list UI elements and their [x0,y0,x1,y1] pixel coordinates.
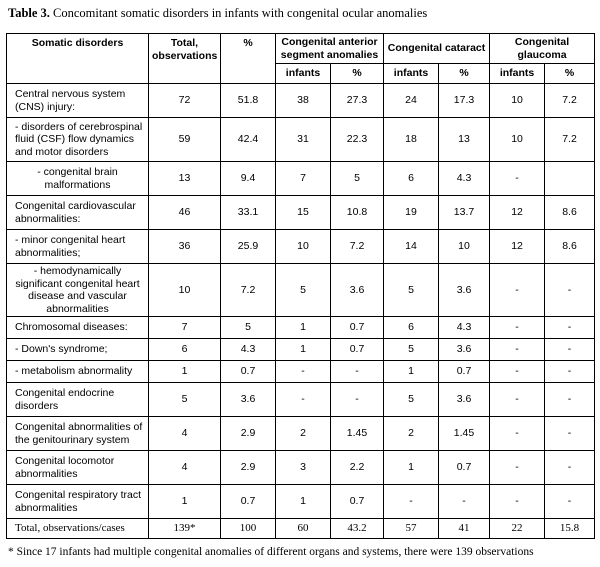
cell-cat-p: - [439,485,490,519]
subheader-infants: infants [384,64,439,84]
cell-total: 72 [149,84,221,118]
cell-ant-n: 1 [276,339,331,361]
cell-cat-n: 6 [384,317,439,339]
total-cell-gla-n: 22 [490,519,545,539]
cell-gla-p: 7.2 [545,118,595,162]
cell-cat-p: 3.6 [439,383,490,417]
cell-pct: 2.9 [221,417,276,451]
cell-pct: 3.6 [221,383,276,417]
cell-ant-p: 7.2 [331,230,384,264]
total-cell-total: 139* [149,519,221,539]
cell-cat-p: 10 [439,230,490,264]
subheader-percent: % [545,64,595,84]
cell-ant-p: 0.7 [331,485,384,519]
cell-cat-n: 18 [384,118,439,162]
row-label: Congenital abnormalities of the genitourinary system [7,417,149,451]
total-row-label: Total, observations/cases [7,519,149,539]
cell-total: 7 [149,317,221,339]
cell-ant-p: 0.7 [331,317,384,339]
row-label: - disorders of cerebrospinal fluid (CSF) flow dynamics and motor disorders [7,118,149,162]
cell-total: 6 [149,339,221,361]
cell-pct: 33.1 [221,196,276,230]
cell-pct: 25.9 [221,230,276,264]
row-label: Congenital respiratory tract abnormalities [7,485,149,519]
table-row [7,162,595,196]
table-body [7,84,595,539]
cell-gla-p: - [545,264,595,317]
cell-gla-n: - [490,339,545,361]
cell-cat-p: 0.7 [439,361,490,383]
cell-cat-n: 24 [384,84,439,118]
cell-ant-n: 7 [276,162,331,196]
cell-gla-p [545,162,595,196]
cell-ant-n: 15 [276,196,331,230]
row-label: - Down's syndrome; [7,339,149,361]
table-row [7,339,595,361]
header-glaucoma: Congenital glaucoma [490,34,595,64]
cell-gla-p: - [545,417,595,451]
cell-pct: 7.2 [221,264,276,317]
cell-total: 5 [149,383,221,417]
cell-ant-n: 3 [276,451,331,485]
cell-gla-n: - [490,451,545,485]
cell-cat-n: - [384,485,439,519]
cell-ant-p: 22.3 [331,118,384,162]
cell-gla-n: - [490,317,545,339]
row-label: Central nervous system (CNS) injury: [7,84,149,118]
cell-cat-n: 6 [384,162,439,196]
row-label: Chromosomal diseases: [7,317,149,339]
cell-gla-n: - [490,417,545,451]
somatic-disorders-table [6,33,595,539]
cell-cat-n: 14 [384,230,439,264]
cell-gla-p: - [545,361,595,383]
cell-cat-n: 5 [384,264,439,317]
cell-ant-p: 27.3 [331,84,384,118]
row-label: Congenital cardiovascular abnormalities: [7,196,149,230]
cell-ant-n: 31 [276,118,331,162]
cell-cat-p: 4.3 [439,317,490,339]
header-somatic-disorders: Somatic disorders [7,34,149,84]
subheader-percent: % [439,64,490,84]
total-cell-cat-p: 41 [439,519,490,539]
cell-ant-n: - [276,361,331,383]
cell-gla-p: - [545,339,595,361]
cell-cat-n: 1 [384,361,439,383]
row-label: - congenital brain malformations [7,162,149,196]
cell-ant-p: - [331,361,384,383]
cell-cat-n: 2 [384,417,439,451]
cell-gla-n: 12 [490,230,545,264]
table-caption-label: Table 3. [8,6,50,20]
table-row [7,230,595,264]
cell-pct: 42.4 [221,118,276,162]
cell-total: 46 [149,196,221,230]
cell-pct: 2.9 [221,451,276,485]
cell-pct: 4.3 [221,339,276,361]
cell-ant-n: 1 [276,317,331,339]
cell-gla-n: 10 [490,84,545,118]
cell-ant-p: 2.2 [331,451,384,485]
cell-total: 1 [149,361,221,383]
cell-gla-p: 8.6 [545,230,595,264]
table-row [7,317,595,339]
cell-gla-n: - [490,162,545,196]
row-label: Congenital endocrine disorders [7,383,149,417]
cell-cat-p: 17.3 [439,84,490,118]
cell-gla-n: - [490,264,545,317]
table-row [7,84,595,118]
cell-gla-p: - [545,451,595,485]
cell-ant-p: 10.8 [331,196,384,230]
cell-ant-p: 1.45 [331,417,384,451]
cell-pct: 51.8 [221,84,276,118]
cell-pct: 9.4 [221,162,276,196]
cell-total: 13 [149,162,221,196]
cell-gla-n: - [490,383,545,417]
cell-pct: 0.7 [221,485,276,519]
cell-ant-n: - [276,383,331,417]
table-row [7,196,595,230]
cell-pct: 5 [221,317,276,339]
cell-ant-n: 5 [276,264,331,317]
table-row [7,118,595,162]
cell-cat-p: 3.6 [439,339,490,361]
cell-ant-n: 1 [276,485,331,519]
cell-ant-p: - [331,383,384,417]
row-label: Congenital locomotor abnormalities [7,451,149,485]
cell-gla-n: - [490,485,545,519]
cell-total: 59 [149,118,221,162]
header-percent: % [221,34,276,84]
cell-cat-n: 1 [384,451,439,485]
cell-cat-n: 5 [384,383,439,417]
table-caption [8,6,427,21]
cell-gla-p: 7.2 [545,84,595,118]
table-row [7,361,595,383]
cell-gla-n: - [490,361,545,383]
cell-ant-p: 5 [331,162,384,196]
cell-cat-p: 0.7 [439,451,490,485]
cell-gla-n: 10 [490,118,545,162]
cell-cat-p: 4.3 [439,162,490,196]
cell-total: 1 [149,485,221,519]
row-label: - minor congenital heart abnormalities; [7,230,149,264]
cell-pct: 0.7 [221,361,276,383]
cell-total: 10 [149,264,221,317]
total-cell-pct: 100 [221,519,276,539]
cell-ant-p: 0.7 [331,339,384,361]
cell-gla-p: 8.6 [545,196,595,230]
cell-gla-n: 12 [490,196,545,230]
cell-ant-n: 38 [276,84,331,118]
footnote: * Since 17 infants had multiple congenital anomalies of different organs and systems, there were 139 observations [8,546,534,558]
table-row [7,451,595,485]
subheader-percent: % [331,64,384,84]
cell-ant-n: 10 [276,230,331,264]
cell-cat-n: 5 [384,339,439,361]
row-label: - metabolism abnormality [7,361,149,383]
cell-cat-p: 13 [439,118,490,162]
cell-ant-p: 3.6 [331,264,384,317]
header-cataract: Congenital cataract [384,34,490,64]
cell-cat-n: 19 [384,196,439,230]
table-row [7,264,595,317]
cell-gla-p: - [545,485,595,519]
table-row [7,417,595,451]
header-anterior-segment: Congenital anterior segment anomalies [276,34,384,64]
total-cell-cat-n: 57 [384,519,439,539]
cell-gla-p: - [545,383,595,417]
cell-gla-p: - [545,317,595,339]
total-cell-ant-p: 43.2 [331,519,384,539]
subheader-infants: infants [276,64,331,84]
cell-cat-p: 13.7 [439,196,490,230]
total-cell-gla-p: 15.8 [545,519,595,539]
header-total-observations: Total, observations [149,34,221,84]
total-cell-ant-n: 60 [276,519,331,539]
total-row [7,519,595,539]
table-caption-text: Concomitant somatic disorders in infants with congenital ocular anomalies [53,6,428,20]
subheader-infants: infants [490,64,545,84]
table-row [7,485,595,519]
table-row [7,383,595,417]
cell-total: 4 [149,417,221,451]
cell-ant-n: 2 [276,417,331,451]
cell-cat-p: 1.45 [439,417,490,451]
cell-cat-p: 3.6 [439,264,490,317]
row-label: - hemodynamically significant congenital heart disease and vascular abnormalities [7,264,149,317]
cell-total: 4 [149,451,221,485]
cell-total: 36 [149,230,221,264]
